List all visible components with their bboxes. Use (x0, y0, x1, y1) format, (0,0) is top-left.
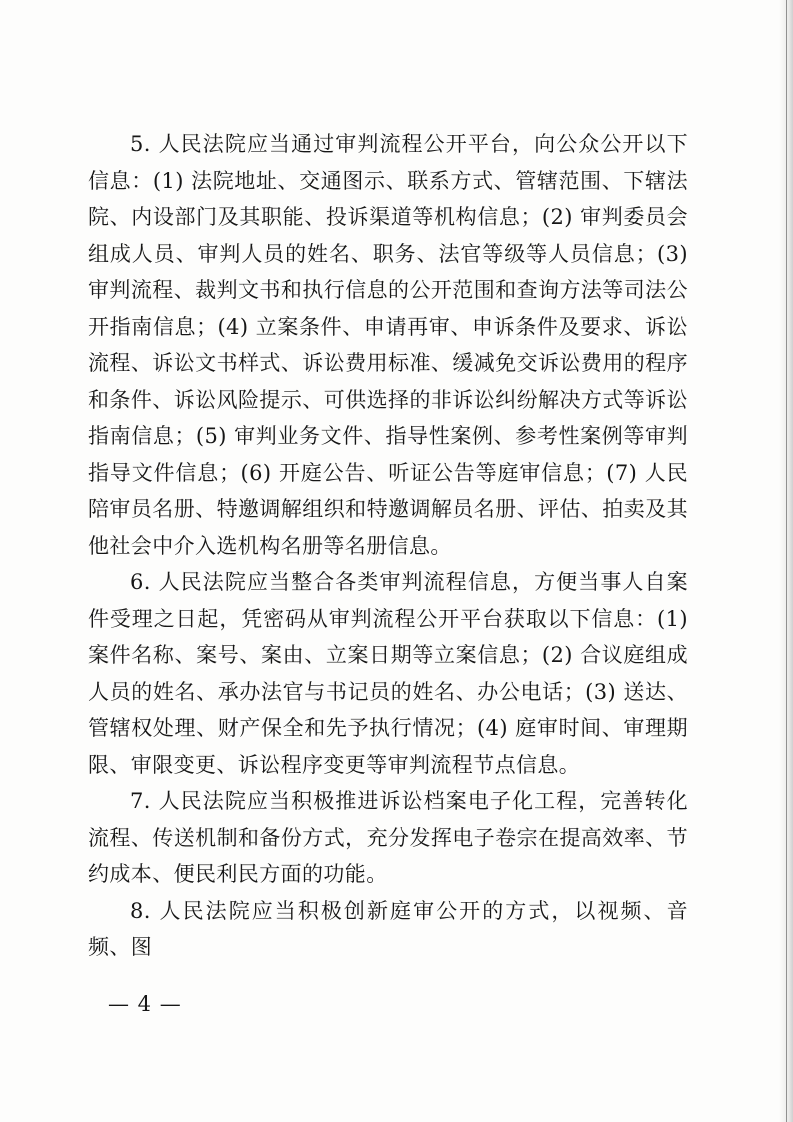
paragraph-7: 7. 人民法院应当积极推进诉讼档案电子化工程，完善转化流程、传送机制和备份方式，充分发挥电子卷宗在提高效率、节约成本、便民利民方面的功能。 (88, 789, 688, 886)
paragraph-8: 8. 人民法院应当积极创新庭审公开的方式，以视频、音频、图 (88, 898, 688, 959)
scan-edge-line (786, 0, 787, 1122)
paragraph-6: 6. 人民法院应当整合各类审判流程信息，方便当事人自案件受理之日起，凭密码从审判流程公开平台获取以下信息：(1) 案件名称、案号、案由、立案日期等立案信息；(2) 合议庭组成人员的姓名、承办法官与书记员的姓名、办公电话；(3) 送达、管辖权处理、财产保全和先予执行情况；(4) 庭审时间、审理期限、审限变更、诉讼程序变更等审判流程节点信息。 (88, 570, 688, 777)
page-number: — 4 — (108, 992, 182, 1016)
document-body (88, 126, 688, 966)
paragraph-5: 5. 人民法院应当通过审判流程公开平台，向公众公开以下信息：(1) 法院地址、交通图示、联系方式、管辖范围、下辖法院、内设部门及其职能、投诉渠道等机构信息；(2) 审判委员会组成人员、审判人员的姓名、职务、法官等级等人员信息；(3) 审判流程、裁判文书和执行信息的公开范围和查询方法等司法公开指南信息；(4) 立案条件、申请再审、申诉条件及要求、诉讼流程、诉讼文书样式、诉讼费用标准、缓减免交诉讼费用的程序和条件、诉讼风险提示、可供选择的非诉讼纠纷解决方式等诉讼指南信息；(5) 审判业务文件、指导性案例、参考性案例等审判指导文件信息；(6) 开庭公告、听证公告等庭审信息；(7) 人民陪审员名册、特邀调解组织和特邀调解员名册、评估、拍卖及其他社会中介入选机构名册等名册信息。 (88, 132, 688, 558)
